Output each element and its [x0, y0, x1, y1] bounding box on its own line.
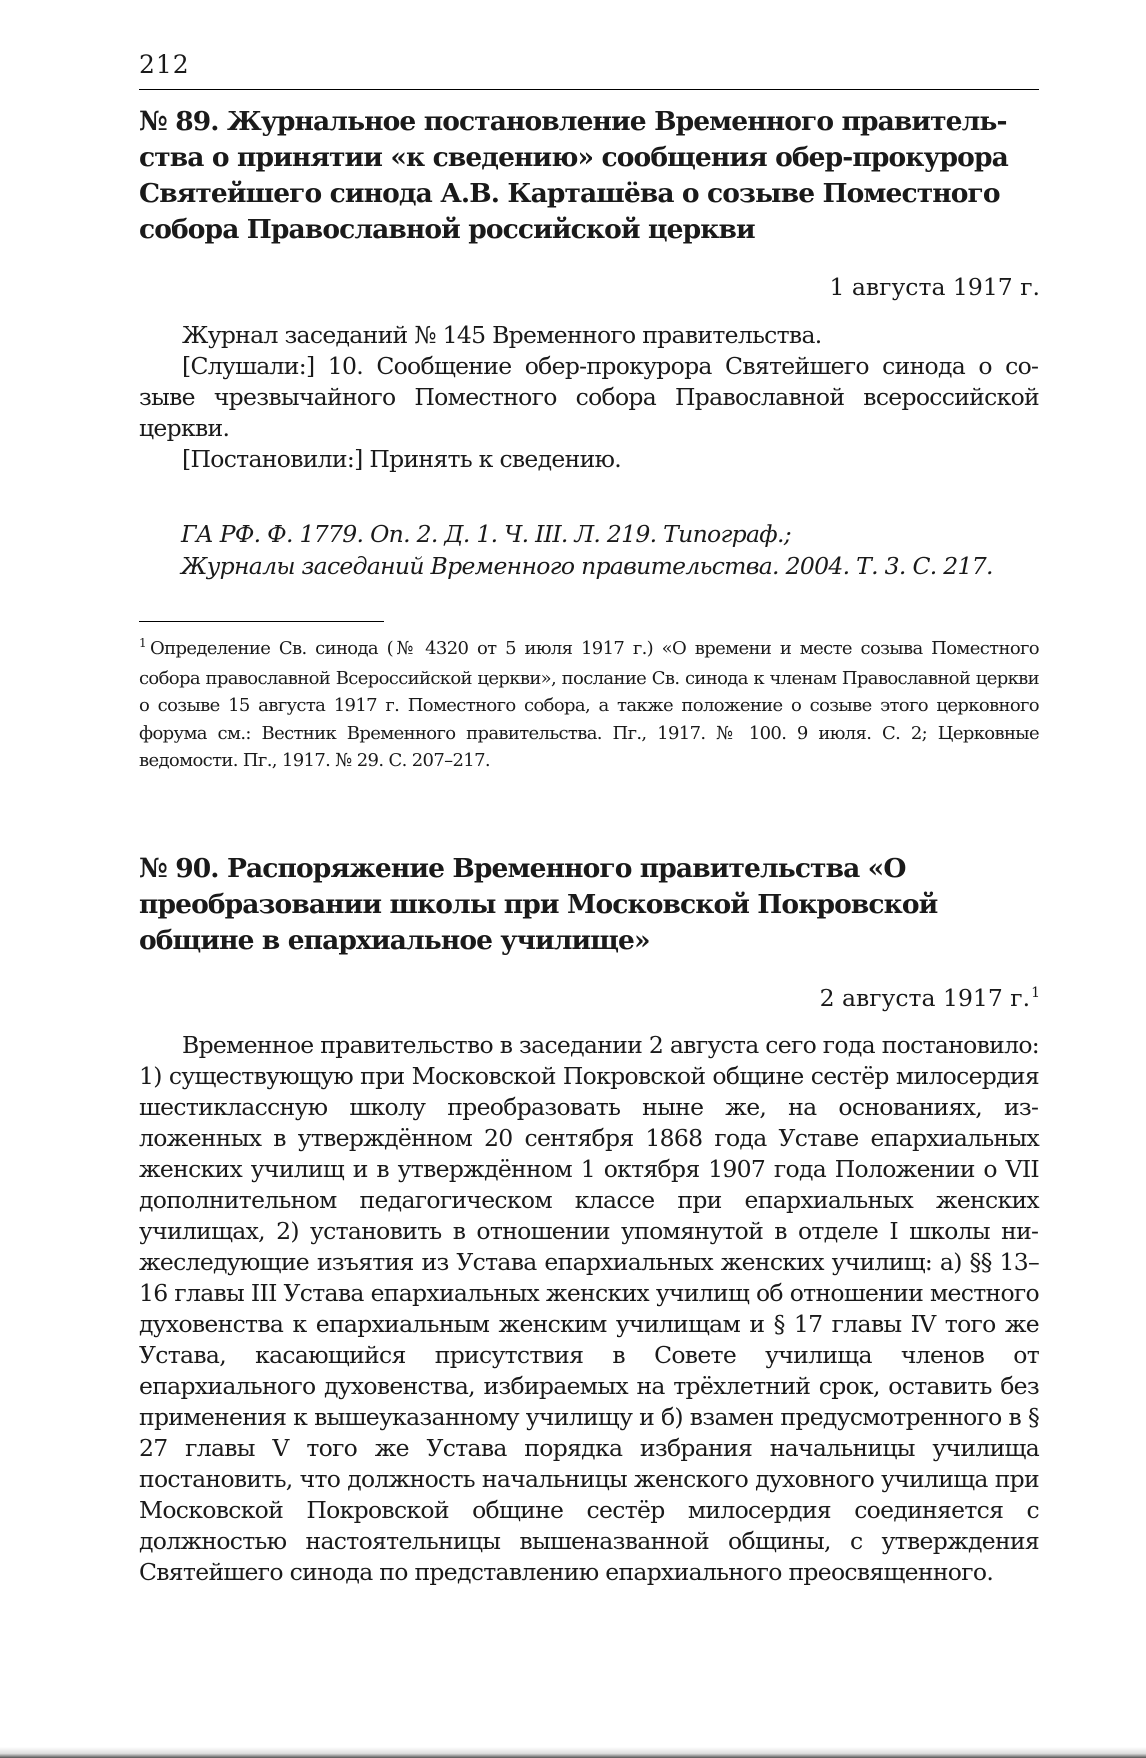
doc-89-archive-source: ГА РФ. Ф. 1779. Оп. 2. Д. 1. Ч. III. Л. 219. Типограф.; — [181, 520, 791, 548]
doc-90-date-footnote-mark: 1 — [1031, 985, 1040, 1001]
footnote-mark: 1 — [139, 636, 146, 650]
doc-89-heard-paragraph: [Слушали:] 10. Сообщение обер-прокурора Святейшего синода о созыве чрезвычайного Поместного собора Православной всероссийской церкви. — [139, 352, 1039, 442]
footnote — [139, 635, 1039, 775]
doc-89-resolved-paragraph: [Постановили:] Принять к сведению. — [182, 445, 622, 473]
page-number: 212 — [139, 50, 190, 79]
footnote-rule — [139, 621, 384, 622]
doc-90-body: Временное правительство в заседании 2 августа сего года постановило: 1) существующую при Московской Покровской общине сестёр милосердия шестиклассную школу преобразовать ныне же, на основаниях, изложенных в утверждённом 20 сентября 1868 года Уставе епархиальных женских училищ и в утверждённом 1 октября 1907 года Положении о VII дополнительном педагогическом классе при епархиальных женских училищах, 2) установить в отношении упомянутой в отделе I школы нижеследующие изъятия из Устава епархиальных женских училищ: а) §§ 13–16 главы III Устава епархиальных женских училищ об отношении местного духовенства к епархиальным женским училищам и § 17 главы IV того же Устава, касающийся присутствия в Совете училища членов от епархиального духовенства, избираемых на трёхлетний срок, оставить без применения к вышеуказанному училищу и б) взамен предусмотренного в § 27 главы V того же Устава порядка избрания начальницы училища постановить, что должность начальницы женского духовного училища при Московской Покровской общине сестёр милосердия соединяется с должностью настоятельницы вышеназванной общины, с утверждения Святейшего синода по представлению епархиального преосвященного. — [139, 1031, 1039, 1586]
doc-89-title: № 89. Журнальное постановление Временного правительства о принятии «к сведению» сообщения обер-прокурора Святейшего синода А.В. Карташёва о созыве Поместного собора Православной российской церкви — [139, 106, 1008, 245]
scan-bottom-edge — [0, 1747, 1146, 1758]
doc-90-date-text: 2 августа 1917 г. — [819, 984, 1031, 1012]
doc-89-date: 1 августа 1917 г. — [829, 273, 1040, 301]
header-rule — [139, 89, 1039, 90]
footnote-text: Определение Св. синода (№ 4320 от 5 июля 1917 г.) «О времени и месте созыва Поместного собора православной Всероссийской церкви», послание Св. синода к членам Православной церкви о созыве 15 августа 1917 г. Поместного собора, а также положение о созыве этого церковного форума см.: Вестник Временного правительства. Пг., 1917. № 100. 9 июля. С. 2; Церковные ведомости. Пг., 1917. № 29. С. 207–217. — [139, 638, 1039, 771]
doc-89-publication-source: Журналы заседаний Временного правительства. 2004. Т. 3. С. 217. — [181, 552, 993, 580]
doc-89-journal-line: Журнал заседаний № 145 Временного правительства. — [182, 321, 822, 349]
doc-90-date — [820, 984, 1040, 1012]
doc-90-title: № 90. Распоряжение Временного правительства «О преобразовании школы при Московской Покровской общине в епархиальное училище» — [139, 853, 938, 956]
